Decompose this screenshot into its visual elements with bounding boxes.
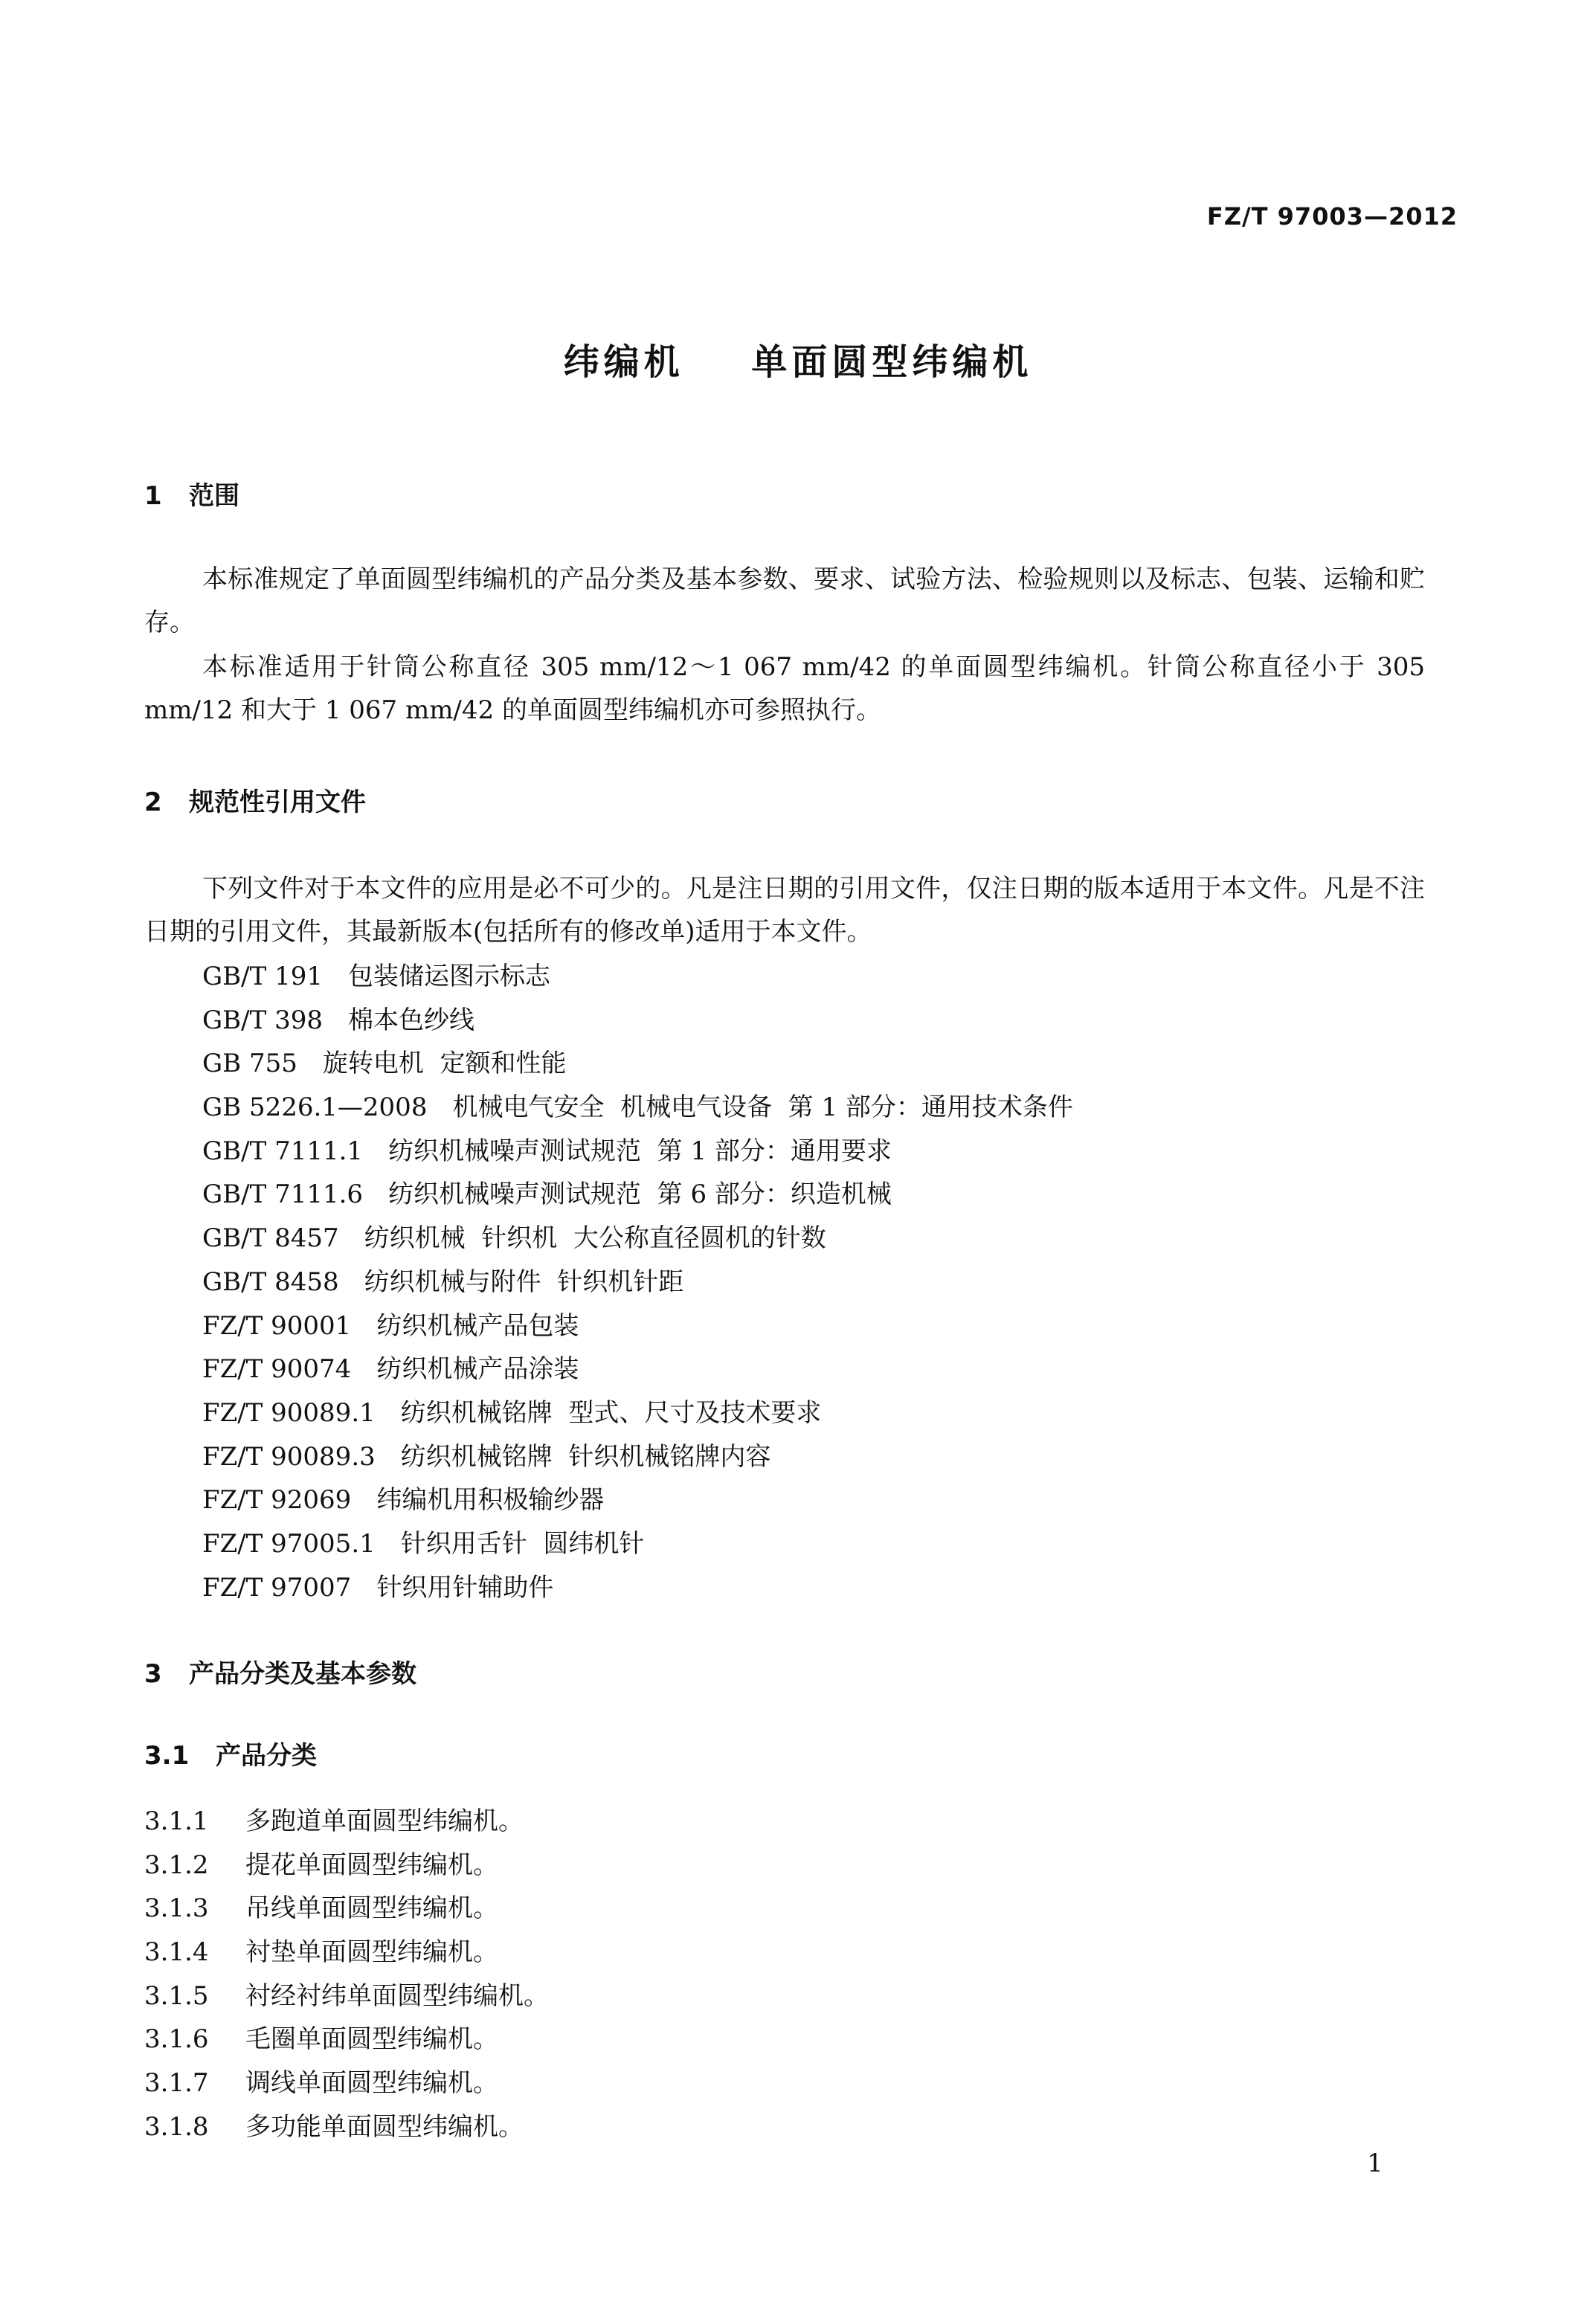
reference-item [202, 1217, 1073, 1261]
section-title: 范围 [189, 481, 239, 511]
reference-item [202, 1130, 1073, 1174]
reference-item [202, 955, 1073, 999]
reference-code: GB/T 8457 [202, 1223, 339, 1254]
reference-title: 棉本色纱线 [347, 1005, 474, 1035]
reference-code: FZ/T 90074 [202, 1354, 352, 1385]
item-text: 多跑道单面圆型纬编机。 [245, 1806, 524, 1836]
item-code: 3.1.5 [144, 1980, 209, 2011]
reference-item [202, 1261, 1073, 1304]
classification-item [144, 1887, 549, 1931]
reference-item [202, 1042, 1073, 1086]
reference-code: FZ/T 92069 [202, 1485, 352, 1516]
reference-code: FZ/T 90001 [202, 1310, 352, 1341]
reference-title: 纺织机械铭牌 针织机械铭牌内容 [400, 1441, 771, 1472]
classification-item [144, 2018, 549, 2061]
classification-item [144, 1931, 549, 1974]
document-title: 纬编机 单面圆型纬编机 [563, 341, 1033, 383]
classification-item [144, 1800, 549, 1844]
classification-list [144, 1800, 549, 2149]
reference-title: 纺织机械噪声测试规范 第 6 部分：织造机械 [388, 1179, 892, 1210]
classification-item [144, 1974, 549, 2018]
reference-list [202, 955, 1073, 1609]
section-title: 产品分类及基本参数 [189, 1659, 416, 1689]
section-2-heading [144, 781, 366, 824]
item-text: 毛圈单面圆型纬编机。 [245, 2024, 498, 2055]
reference-title: 包装储运图示标志 [347, 962, 550, 991]
subsection-number: 3.1 [144, 1741, 190, 1771]
reference-code: GB 5226.1—2008 [202, 1092, 428, 1123]
reference-title: 纺织机械 针织机 大公称直径圆机的针数 [364, 1223, 826, 1254]
subsection-title: 产品分类 [216, 1741, 317, 1771]
reference-title: 旋转电机 定额和性能 [322, 1049, 567, 1079]
reference-item [202, 1348, 1073, 1391]
item-text: 提花单面圆型纬编机。 [245, 1850, 498, 1880]
reference-code: FZ/T 90089.3 [202, 1441, 376, 1472]
reference-code: FZ/T 97005.1 [202, 1528, 376, 1559]
section-number: 3 [144, 1659, 162, 1689]
item-code: 3.1.6 [144, 2024, 209, 2055]
section-title: 规范性引用文件 [189, 788, 366, 817]
item-text: 多功能单面圆型纬编机。 [245, 2111, 524, 2142]
item-code: 3.1.2 [144, 1850, 209, 1880]
reference-item [202, 1478, 1073, 1522]
classification-item [144, 1844, 549, 1887]
item-code: 3.1.1 [144, 1806, 209, 1836]
reference-title: 纬编机用积极输纱器 [376, 1485, 605, 1516]
classification-item [144, 2061, 549, 2105]
reference-title: 纺织机械与附件 针织机针距 [364, 1266, 684, 1297]
reference-code: FZ/T 97007 [202, 1572, 352, 1603]
reference-item [202, 1566, 1073, 1610]
reference-title: 纺织机械产品涂装 [376, 1354, 579, 1385]
item-text: 衬经衬纬单面圆型纬编机。 [245, 1980, 549, 2011]
reference-code: FZ/T 90089.1 [202, 1397, 376, 1428]
item-text: 吊线单面圆型纬编机。 [245, 1893, 498, 1924]
scope-paragraph-2: 本标准适用于针筒公称直径 305 mm/12～1 067 mm/42 的单面圆型纬编机。针筒公称直径小于 305 mm/12 和大于 1 067 mm/42 的单面圆型纬编机亦可参照执行。 [144, 652, 1425, 725]
reference-item [202, 1522, 1073, 1566]
classification-item [144, 2105, 549, 2149]
reference-title: 纺织机械噪声测试规范 第 1 部分：通用要求 [388, 1136, 892, 1166]
reference-code: GB 755 [202, 1049, 297, 1079]
item-text: 调线单面圆型纬编机。 [245, 2068, 498, 2099]
reference-item [202, 1391, 1073, 1435]
reference-item [202, 999, 1073, 1043]
standard-id: FZ/T 97003—2012 [1206, 202, 1458, 231]
item-code: 3.1.8 [144, 2111, 209, 2142]
reference-title: 纺织机械产品包装 [376, 1310, 579, 1341]
reference-title: 纺织机械铭牌 型式、尺寸及技术要求 [400, 1397, 822, 1428]
page-number: 1 [1367, 2148, 1383, 2178]
reference-item [202, 1304, 1073, 1348]
reference-item [202, 1086, 1073, 1130]
reference-item [202, 1173, 1073, 1217]
reference-title: 针织用舌针 圆纬机针 [400, 1528, 645, 1559]
item-code: 3.1.7 [144, 2068, 209, 2099]
reference-code: GB/T 8458 [202, 1266, 339, 1297]
section-number: 2 [144, 788, 162, 817]
reference-item [202, 1435, 1073, 1479]
subsection-3-1-heading [144, 1734, 317, 1777]
reference-code: GB/T 7111.1 [202, 1136, 364, 1166]
reference-title: 机械电气安全 机械电气设备 第 1 部分：通用技术条件 [452, 1092, 1073, 1123]
section-3-heading [144, 1652, 416, 1696]
item-code: 3.1.4 [144, 1937, 209, 1968]
reference-code: GB/T 191 [202, 962, 323, 991]
reference-code: GB/T 398 [202, 1005, 323, 1035]
item-text: 衬垫单面圆型纬编机。 [245, 1937, 498, 1968]
scope-paragraph-1: 本标准规定了单面圆型纬编机的产品分类及基本参数、要求、试验方法、检验规则以及标志、包装、运输和贮存。 [144, 564, 1425, 637]
reference-code: GB/T 7111.6 [202, 1179, 364, 1210]
item-code: 3.1.3 [144, 1893, 209, 1924]
references-intro: 下列文件对于本文件的应用是必不可少的。凡是注日期的引用文件，仅注日期的版本适用于本文件。凡是不注日期的引用文件，其最新版本(包括所有的修改单)适用于本文件。 [144, 874, 1425, 947]
reference-title: 针织用针辅助件 [376, 1572, 554, 1603]
section-number: 1 [144, 481, 162, 511]
section-1-heading [144, 474, 239, 518]
